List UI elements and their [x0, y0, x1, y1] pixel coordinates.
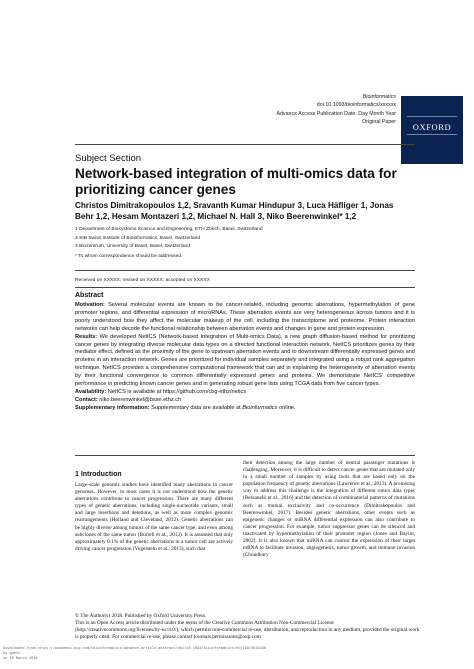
license-text: This is an Open Access article distributed under the terms of the Creative Commons Attribution Non-Commercial License (http://creativecommons.org/licenses/by-nc/4.0/), which permits non-commercial re-use, distribution, and reproduction in any medium, provided the original work is properly cited. For commercial re-use, please contact journals.permissions@oup.com — [75, 620, 420, 641]
supplementary-end: online. — [278, 404, 296, 411]
journal-name: Bioinformatics — [362, 94, 396, 100]
correspondence-note: * To whom correspondence should be addressed. — [75, 254, 183, 259]
logo-divider-top — [407, 116, 457, 117]
article-type: Original Paper — [362, 118, 396, 125]
motivation-text: Several molecular events are known to be cancer-related, including genomic aberrations, hypermethylation of gene promoter regions, and differential expression of microRNAs. These aberration events are very heterogeneous across tumors and it is poorly understood how they affect the molecular makeup of the cell, including the transcriptome and proteome. Protein interaction networks can help decode the functional relationship between aberration events and changes in gene and protein expression. — [75, 302, 415, 332]
supplementary-label: Supplementary information: — [75, 404, 150, 411]
intro-left-column — [75, 482, 233, 553]
header-rule — [75, 144, 415, 145]
copyright: © The Author(s) 2018. Published by Oxford University Press. — [75, 613, 207, 619]
doi: doi.10.1093/bioinformatics/xxxxxx — [316, 102, 396, 109]
journal-meta — [276, 93, 396, 126]
affiliation-3: 3 Biozentrum, University of Basel, Basel, Switzerland — [75, 244, 190, 250]
affiliation-1: 1 Department of Biosystems Science and Engineering, ETH Zürich, Basel, Switzerland — [75, 227, 263, 232]
supplementary-journal: Bioinformatics — [242, 404, 278, 411]
abstract-contact — [75, 397, 415, 405]
license-footer — [75, 613, 420, 641]
affiliation-2: 2 SIB Swiss Institute of Bioinformatics, Basel, Switzerland — [75, 235, 201, 241]
download-line-2: by guest — [3, 651, 21, 656]
publication-date: Advance Access Publication Date: Day Month Year — [276, 110, 396, 117]
abstract-body — [75, 302, 415, 413]
abstract-rule-top — [75, 287, 415, 288]
results-label: Results: — [75, 333, 98, 340]
download-line-1: Downloaded from https://academic.oup.com/bioinformatics/advance-article-abstract/doi/10.1093/bioinformatics/bty148/4916436 — [3, 647, 267, 651]
results-text: We developed NetICS (Network-based Integration of Multi-omics Data), a new graph diffusion-based method for prioritizing cancer genes by integrating diverse molecular data types on a directed functional interaction network. NetICS prioritizes genes by their mediator effect, defined as the proximity of the gene to upstream aberration events and to downstream differentially expressed genes and proteins in an interaction network. Genes are prioritized for individual samples separately and integrated using a robust rank aggregation technique. NetICS provides a comprehensive computational framework that can aid in explaining the heterogeneity of aberration events by their functional convergence to common differentially expressed genes and proteins. We demonstrate NetICS' competitive performance in predicting known cancer genes and in generating robust gene lists using TCGA data from five cancer types. — [75, 333, 415, 388]
supplementary-text: Supplementary data are available at — [151, 404, 241, 411]
contact-label: Contact: — [75, 396, 98, 403]
intro-paragraph-right: their detection among the large number of neutral passenger mutations is challenging. Moreover, it is difficult to detect cancer genes that are mutated only in a small number of samples by using tools that are based only on the population frequency of genetic aberrations (Lawrence et al., 2013). A promising way to address this challenge is the integration of different omics data types (Bersanelli et al., 2016) and the detection of combinatorial patterns of mutations such as mutual exclusivity and co-occurrence (Dimitrakopoulos and Beerenwinkel, 2017). Besides genetic aberrations, other events such as epigenetic changes or miRNA differential expression can also contribute to cancer progression. For example, tumor suppressor genes can be silenced and inactivated by hypermethylation of their promoter region (Jones and Baylin, 2002). It is also known that miRNA can control the expression of their target mRNA to facilitate invasion, angiogenesis, tumor growth, and immune invasion (Choudhury — [243, 460, 415, 559]
contact-email[interactable]: niko.beerenwinkel@bsse.ethz.ch — [99, 396, 182, 403]
author-list: Christos Dimitrakopoulos 1,2, Sravanth Kumar Hindupur 3, Luca Häfliger 1, Jonas Behr 1,2, Hesam Montazeri 1,2, Michael N. Hall 3, Niko Beerenwinkel* 1,2 — [75, 201, 394, 222]
abstract-motivation — [75, 302, 415, 334]
logo-divider-bottom — [407, 134, 457, 135]
subject-section: Subject Section — [75, 153, 142, 164]
intro-heading: 1 Introduction — [75, 471, 122, 478]
affiliations — [75, 226, 405, 252]
intro-right-column — [243, 460, 415, 559]
availability-label: Availability: — [75, 388, 107, 395]
abstract-results — [75, 334, 415, 389]
oxford-logo-text: OXFORD — [412, 122, 452, 132]
abstract-rule-bottom — [75, 455, 415, 456]
motivation-label: Motivation: — [75, 302, 105, 308]
received-rule — [75, 270, 415, 271]
availability-link[interactable]: NetICS is available at https://github.com/cbg-ethz/netics — [107, 388, 247, 395]
download-line-3: on 19 March 2018 — [3, 656, 38, 661]
oxford-logo — [401, 96, 463, 164]
abstract-heading: Abstract — [75, 292, 104, 299]
abstract-availability — [75, 389, 415, 397]
received-dates: Received on XXXXX; revised on XXXXX; accepted on XXXXX — [75, 278, 210, 283]
download-note — [3, 647, 266, 661]
intro-paragraph-left: Large-scale genomic studies have identified many aberrations in cancer genomes. However, in most cases it is not understood how the genetic aberrations contribute to cancer progression. There are many different types of genetic aberrations, including single-nucleotide variants, small and large insertions and deletions, as well as more complex genomic rearrangements (Holland and Cleveland, 2012). Genetic aberrations can be highly diverse among tumors of the same cancer type, and even among subclones of the same tumor (Burrell et al., 2013). It is assumed that only approximately 0.1% of the genetic aberrations in a tumor cell are actively driving cancer progression (Vogelstein et al., 2013), such that — [75, 482, 233, 552]
paper-title: Network-based integration of multi-omics data for prioritizing cancer genes — [75, 166, 397, 197]
abstract-supplementary — [75, 405, 415, 413]
